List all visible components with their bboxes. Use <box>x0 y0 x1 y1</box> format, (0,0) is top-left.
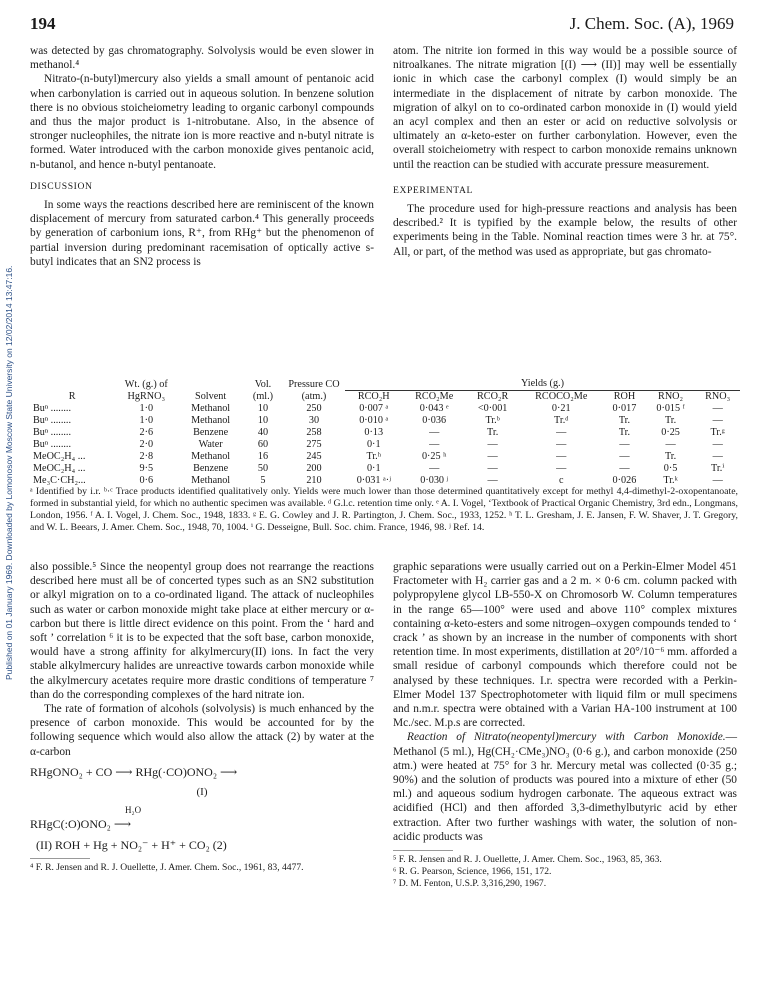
col-header-rno3: RNO₃ <box>705 391 731 402</box>
table-cell: — <box>429 427 440 438</box>
journal-title: J. Chem. Soc. (A), 1969 <box>569 14 734 33</box>
table-cell: — <box>556 451 567 462</box>
table-cell: — <box>619 439 630 450</box>
equation-1: RHgONO₂ + CO ⟶ RHg(·CO)ONO₂ ⟶ <box>30 764 238 779</box>
table-cell: Buⁿ ........ <box>33 439 72 450</box>
table-cell: 245 <box>306 451 322 462</box>
table-cell: 16 <box>257 451 269 462</box>
footnote-divider <box>30 858 90 859</box>
col-header-rco2h: RCO₂H <box>357 391 390 402</box>
table-cell: — <box>712 451 723 462</box>
table-body <box>30 403 740 487</box>
col-header-rco2r: RCO₂R <box>476 391 509 402</box>
table-cell: — <box>556 463 567 474</box>
table-cell: 0·026 <box>612 475 637 486</box>
footnote-6: ⁶ R. G. Pearson, Science, 1966, 151, 172. <box>393 866 552 878</box>
col-header-volume: Vol. (ml.) <box>252 379 274 402</box>
col-header-rco2me: RCO₂Me <box>415 391 454 402</box>
col-header-rcoco2me: RCOCO₂Me <box>535 391 588 402</box>
table-cell: Methanol <box>191 403 231 414</box>
table-footnotes: ᵃ Identified by i.r. ᵇ·ᶜ Trace products identified qualitatively only. Yields were much lower than those determined quantitatively except for methyl 4,4-dimethyl-2-oxopentanoate, formed in substantial yield, for which no authentic specimen was available. ᵈ G.l.c. retention time only. ᵉ A. I. Vogel, ‘Textbook of Practical Organic Chemistry, 3rd edn., Longmans, London, 1956. ᶠ A. I. Vogel, J. Chem. Soc., 1948, 1833. ᵍ E. G. Cowley and J. R. Partington, J. Chem. Soc., 1933, 1252. ʰ T. L. Gresham, J. E. Jansen, F. W. Shaver, J. T. Gregory, and W. L. Beears, J. Amer. Chem. Soc., 1948, 70, 1004. ⁱ G. Desseigne, Bull. Soc. chim. France, 1946, 98. ʲ Ref. 14. <box>30 486 738 533</box>
table-cell: — <box>487 439 498 450</box>
table-cell: 0·13 <box>364 427 384 438</box>
table-cell: 0·25 ʰ <box>421 451 447 462</box>
table-cell: 0·015 ᶠ <box>656 403 685 414</box>
table-cell: Me₃C·CH₂... <box>33 475 86 486</box>
footnote-5: ⁵ F. R. Jensen and R. J. Ouellette, J. Amer. Chem. Soc., 1963, 85, 363. <box>393 854 662 866</box>
table-cell: Water <box>198 439 223 450</box>
table-cell: — <box>556 427 567 438</box>
paragraph <box>393 730 737 844</box>
table-cell: 9·5 <box>139 463 154 474</box>
table-row <box>30 427 740 439</box>
table-cell: Tr. <box>487 427 499 438</box>
table-cell: 0·21 <box>551 403 571 414</box>
table-cell: 275 <box>306 439 322 450</box>
paragraph: In some ways the reactions described here are reminiscent of the known displacement of mercury from saturated carbon.⁴ This generally proceeds by generation of carbonium ions, R⁺, from RHg⁺ but the phenomenon of partial inversion during predominant racemisation of optically active s-butyl indicates that an SN2 process is <box>30 199 374 268</box>
paragraph: was detected by gas chromatography. Solvolysis would be even slower in methanol.⁴ <box>30 45 374 72</box>
table-cell: — <box>429 439 440 450</box>
col-header-weight: Wt. (g.) of HgRNO₃ <box>124 379 168 402</box>
table-cell: 0·043 ᵉ <box>419 403 449 414</box>
table-cell: — <box>712 439 723 450</box>
table-cell: — <box>665 439 676 450</box>
section-heading-discussion: DISCUSSION <box>30 180 93 192</box>
right-column-bottom <box>393 560 737 890</box>
table-cell: Buⁿ ........ <box>33 415 72 426</box>
table-cell: MeOC₂H₄ ... <box>33 463 86 474</box>
results-table <box>30 378 740 487</box>
col-header-yields: Yields (g.) <box>345 378 740 391</box>
table-cell: Tr.ᵍ <box>710 427 725 438</box>
table-cell: 258 <box>306 427 322 438</box>
table-cell: MeOC₂H₄ ... <box>33 451 86 462</box>
table-cell: — <box>712 475 723 486</box>
table-cell: 0·1 <box>366 439 381 450</box>
col-header-solvent: Solvent <box>195 391 227 402</box>
table-cell: 0·017 <box>612 403 637 414</box>
paragraph: graphic separations were usually carried out on a Perkin-Elmer Model 451 Fractometer with H₂ carrier gas and a 2 m. × 0·6 cm. column packed with polypropylene glycol LB-550-X on Chromosorb W. Column temperatures in the range 65—100° were used and above 110° complex mixtures containing α-keto-esters and some nitrogen–oxygen compounds tended to ‘ crack ’ as shown by an increase in the number of components with short retention time. In most experiments, distillation at 20°/10⁻⁶ mm. afforded a small residue of carbonyl compounds which therefore could not be analysed by these techniques. I.r. spectra were recorded with a Perkin-Elmer Model 137 Spectrophotometer with liquid film or mull specimens and n.m.r. spectra were obtained with a Varian HA-100 instrument at 100 Mc./sec. M.p.s are corrected. <box>393 561 737 730</box>
col-header-pressure: Pressure CO (atm.) <box>288 379 340 402</box>
table-cell: 0·030 ʲ <box>420 475 449 486</box>
table-cell: <0·001 <box>477 403 508 414</box>
table-cell: 0·010 ᵃ <box>359 415 389 426</box>
table-cell: Tr. <box>618 415 631 426</box>
paragraph: The procedure used for high-pressure reactions and analysis has been described.² It is typified by the example below, the results of other experiments being in the Table. Nominal reaction times were 3 hr. at 75°. All, or part, of the method was used as appropriate, but gas chromato- <box>393 203 737 258</box>
table-cell: — <box>712 403 723 414</box>
table-cell: 1·0 <box>139 415 154 426</box>
table-cell: Methanol <box>191 475 231 486</box>
table-cell: 2·8 <box>139 451 154 462</box>
table-cell: 210 <box>306 475 322 486</box>
table-cell: Methanol <box>191 415 231 426</box>
table-cell: 10 <box>257 403 269 414</box>
left-column-bottom <box>30 560 374 874</box>
table-cell: 5 <box>260 475 266 486</box>
table-cell: — <box>487 475 498 486</box>
table-cell: c <box>558 475 564 486</box>
table-cell: 2·0 <box>139 439 154 450</box>
left-column-top <box>30 44 374 269</box>
table-cell: Benzene <box>193 427 229 438</box>
table-cell: Tr. <box>664 451 677 462</box>
section-heading-experimental: EXPERIMENTAL <box>393 184 473 196</box>
equation-2-products: (II) ROH + Hg + NO₂⁻ + H⁺ + CO₂ (2) <box>36 837 227 852</box>
table-cell: 0·007 ᵃ <box>359 403 389 414</box>
table-cell: — <box>619 451 630 462</box>
footnote-4: ⁴ F. R. Jensen and R. J. Ouellette, J. Amer. Chem. Soc., 1961, 83, 4477. <box>30 861 304 873</box>
table-row <box>30 415 740 427</box>
table-cell: — <box>712 415 723 426</box>
table-cell: 1·0 <box>139 403 154 414</box>
table-cell: 0·1 <box>366 463 381 474</box>
paragraph: atom. The nitrite ion formed in this way would be a possible source of nitroalkanes. The nitrate migration [(I) ⟶ (II)] may well be essentially ionic in which case the carbonyl complex (I) would simply be an intermediate in the displacement of nitrate by carbon monoxide. The migration of alkyl on to co-ordinated carbon monoxide in (I) would yield an acyl complex and then an ester or acid on reductive solvolysis or ultimately an α-keto-ester on further carbonylation. However, even the overall stoicheiometry with respect to carbon monoxide remains unknown until the reaction can be studied with accurate pressure measurement. <box>393 45 737 171</box>
equation-1-label: (I) <box>196 786 208 799</box>
col-header-r: R <box>68 391 76 402</box>
footnote-divider <box>393 850 453 851</box>
paragraph: The rate of formation of alcohols (solvolysis) is much enhanced by the presence of carbon monoxide. This would be accounted for by the following sequence which would also allow the attack (2) by water at the α-carbon <box>30 703 374 758</box>
footnote-7: ⁷ D. M. Fenton, U.S.P. 3,316,290, 1967. <box>393 878 547 890</box>
table-row <box>30 403 740 415</box>
table-cell: Buⁿ ........ <box>33 427 72 438</box>
page-number: 194 <box>30 14 56 33</box>
table-row <box>30 439 740 451</box>
table-cell: 0·5 <box>663 463 678 474</box>
col-header-roh: ROH <box>613 391 636 402</box>
table-cell: — <box>619 463 630 474</box>
table-cell: 0·031 ᵃ·ʲ <box>356 475 391 486</box>
table-cell: 2·6 <box>139 427 154 438</box>
table-cell: 250 <box>306 403 322 414</box>
paragraph: Nitrato-(n-butyl)mercury also yields a small amount of pentanoic acid when carbonylation is carried out in aqueous solution. In benzene solution there is no obvious stoicheiometry leading to organic carbonyl compounds and thus the major product is 1-nitrobutane. Also, in the absence of stronger nucleophiles, the nitrate ion is more reactive and n-butyl nitrate is formed. Water introduced with the carbon monoxide gives pentanoic acid, n-butanol, and hence n-butyl pentanoate. <box>30 73 374 171</box>
right-column-top <box>393 44 737 259</box>
col-header-rno2: RNO₂ <box>658 391 684 402</box>
table-cell: — <box>556 439 567 450</box>
table-cell: Benzene <box>193 463 229 474</box>
table-cell: Methanol <box>191 451 231 462</box>
table-cell: Tr.ʰ <box>366 451 381 462</box>
table-row <box>30 451 740 463</box>
table-cell: Tr. <box>664 415 677 426</box>
table-cell: — <box>429 463 440 474</box>
table-cell: Buⁿ ........ <box>33 403 72 414</box>
table-cell: Tr.ⁱ <box>711 463 725 474</box>
procedure-title: Reaction of Nitrato(neopentyl)mercury with Carbon Monoxide. <box>407 731 726 744</box>
table-cell: 0·036 <box>422 415 447 426</box>
equation-2-reagent: H₂O <box>125 805 142 816</box>
table-cell: 30 <box>308 415 320 426</box>
table-cell: 40 <box>257 427 269 438</box>
paragraph: also possible.⁵ Since the neopentyl group does not rearrange the reactions described here must all be of concerted types such as an SN2 substitution or alkyl migration on to a co-ordinated ligand. The attack of nucleophiles such as water or carbon monoxide might take place at either mercury or α-carbon but there is little direct evidence on this point. From the ‘ hard and soft ’ correlation ⁶ it is to be expected that the soft base, carbon monoxide, would have a strong affinity for alkylmercury(II) ions. In fact the very stable alkylmercury halides are unreactive towards carbon monoxide while the alkylmercury acetates require more drastic conditions of temperature ⁷ than do the corresponding complexes of the hard nitrate ion. <box>30 561 374 701</box>
table-cell: 50 <box>257 463 269 474</box>
table-row <box>30 463 740 475</box>
table-cell: 60 <box>257 439 269 450</box>
equation-2: RHgC(:O)ONO₂ ⟶ <box>30 817 132 832</box>
table-cell: Tr.ᵈ <box>554 415 569 426</box>
table-cell: Tr.ᵏ <box>663 475 678 486</box>
table-cell: — <box>487 463 498 474</box>
table-cell: 0·6 <box>139 475 154 486</box>
download-watermark: Published on 01 January 1969. Downloaded by Lomonosov Moscow State University on 12/02/2014 13:47:16. <box>4 265 14 680</box>
procedure-text: —Methanol (5 ml.), Hg(CH₂·CMe₃)NO₃ (0·6 g.), and carbon monoxide (250 atm.) were heated at 75° for 3 hr. Mercury metal was collected (0·35 g.; 90%) and the solution of products was poured into a mixture of ether (50 ml.) and aqueous sodium hydrogen carbonate. The aqueous extract was acidified (HCl) and then afforded 3,3-dimethylbutyric acid by ether extraction. After two further washings with water, the solution of non-acidic products was <box>393 731 737 843</box>
table-cell: 0·25 <box>661 427 680 438</box>
table-cell: — <box>487 451 498 462</box>
table-cell: 200 <box>306 463 322 474</box>
table-cell: Tr. <box>618 427 631 438</box>
table-cell: 10 <box>257 415 269 426</box>
table-cell: Tr.ᵇ <box>485 415 500 426</box>
